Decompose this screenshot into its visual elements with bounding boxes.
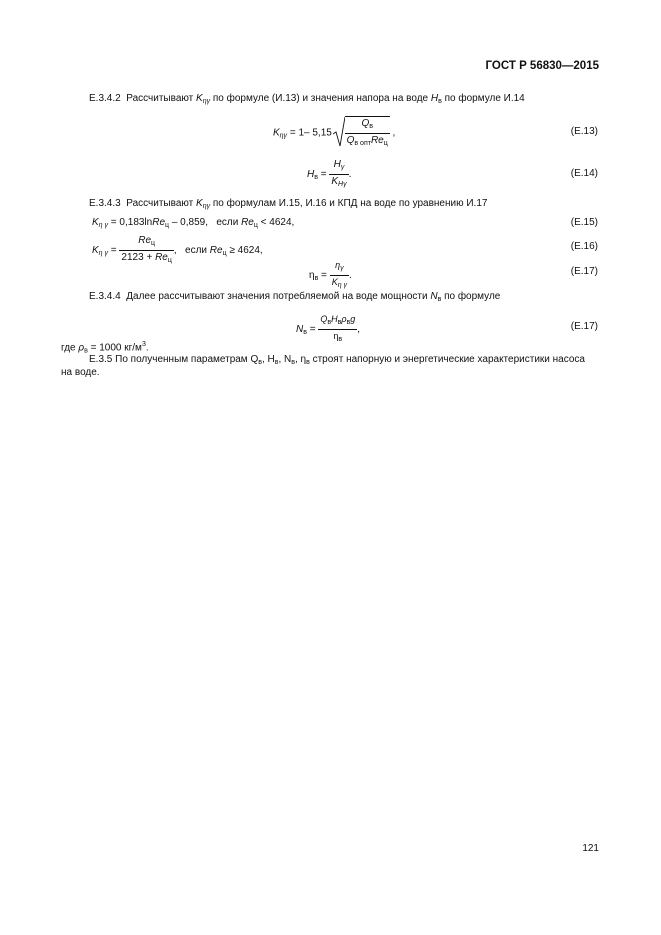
equation-number: (Е.15) <box>570 217 598 228</box>
page-number: 121 <box>582 843 599 854</box>
equation-e17-efficiency: $\eta_в$ = $\frac{\eta_\gamma}{K_{\eta \gamma}}$ . <box>309 260 352 289</box>
equation-number: (Е.13) <box>570 126 598 137</box>
document-code: ГОСТ Р 56830—2015 <box>485 60 599 72</box>
equation-e15: $K_{\eta \gamma}$ = 0,183lnRe$_ц$ – 0,859, если $Re_ц < 4624$, <box>92 217 295 229</box>
equation-number: (Е.17) <box>570 321 598 332</box>
paragraph-number: Е.3.4.2 <box>89 93 121 104</box>
paragraph-e35-continuation: на воде. <box>61 367 100 378</box>
equation-number: (Е.16) <box>570 241 598 252</box>
equation-e16: $K_{\eta \gamma}$ = $\frac{Re_ц}{2123 + Re_ц}$ , если $Re_ц \ge 4624$, <box>92 235 263 264</box>
equation-number: (Е.14) <box>570 168 598 179</box>
radical-sign-icon <box>333 116 345 148</box>
paragraph-number: Е.3.4.4 <box>89 291 121 302</box>
equation-e13: $K_{\eta\gamma} = 1-$ 5,15 $\frac{Q_в}{Q_{в опт}Re_ц}$ , <box>273 116 395 150</box>
equation-e17-power: $N_в$ = $\frac{Q_вH_в\rho_вg}{\eta_в}$ , <box>296 314 360 343</box>
paragraph-e343: Е.3.4.3 Рассчитывают $K_{\eta\gamma}$ по формулам И.15, И.16 и КПД на воде по уравнению И.17 <box>89 198 488 210</box>
paragraph-number: Е.3.4.3 <box>89 198 121 209</box>
square-root: $\frac{Q_в}{Q_{в опт}Re_ц}$ <box>335 116 390 150</box>
paragraph-e344: Е.3.4.4 Далее рассчитывают значения потребляемой на воде мощности $N_в$ по формуле <box>89 291 501 303</box>
paragraph-e342: Е.3.4.2 Рассчитывают $K_{\eta\gamma}$ по формуле (И.13) и значения напора на воде $H_в$ по формуле И.14 <box>89 93 525 105</box>
paragraph-e35: Е.3.5 По полученным параметрам $Q_в$, $H_в$, $N_в$, $\eta_в$ строят напорную и энергетические характеристики насоса <box>89 354 585 366</box>
equation-number: (Е.17) <box>570 266 598 277</box>
equation-e14: $H_в$ = $\frac{H_\gamma}{K_{H\gamma}}$ . <box>307 159 352 188</box>
where-clause: где $\rho_в = 1000$ $кг/м^3$. <box>61 341 149 355</box>
